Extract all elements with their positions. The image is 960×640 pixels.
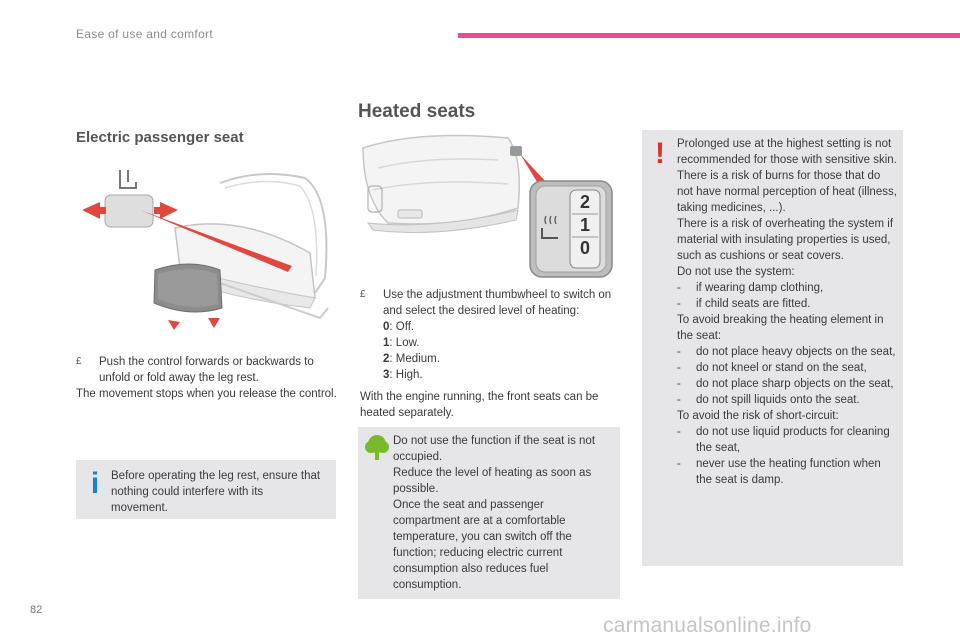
- info-icon: i: [90, 467, 100, 500]
- heating-level-2: 2: Medium.: [383, 353, 440, 365]
- warning-icon: !: [655, 137, 665, 170]
- eco-line: Do not use the function if the seat is not occupied.: [393, 435, 596, 463]
- warning-text: [677, 136, 899, 488]
- bullet-marker: £: [76, 356, 82, 367]
- tree-icon: [364, 433, 390, 461]
- heated-seats-heading: Heated seats: [358, 101, 476, 122]
- heated-seat-instructions: [360, 287, 622, 421]
- section-title: Ease of use and comfort: [76, 27, 213, 41]
- heated-seat-illustration: [358, 128, 618, 278]
- warning-list-item: - do not use liquid products for cleaning the seat,: [677, 426, 890, 454]
- warning-line: There is a risk of burns for those that do not have normal perception of heat (illness, taking medicines, ...).: [677, 170, 897, 214]
- warning-line: Do not use the system:: [677, 266, 795, 278]
- thumbwheel-digit-2: 2: [579, 192, 591, 212]
- movement-note: The movement stops when you release the control.: [76, 388, 337, 400]
- electric-seat-instructions: [76, 354, 338, 402]
- leg-rest-instruction: Push the control forwards or backwards to unfold or fold away the leg rest.: [99, 356, 314, 384]
- heating-level-1: 1: Low.: [383, 337, 420, 349]
- electric-seat-illustration: [70, 158, 340, 338]
- warning-line: There is a risk of overheating the system if material with insulating properties is used, such as cushions or seat covers.: [677, 218, 894, 262]
- thumbwheel-digit-0: 0: [579, 238, 591, 258]
- info-box: [76, 460, 336, 519]
- warning-line: To avoid the risk of short-circuit:: [677, 410, 839, 422]
- warning-line: To avoid breaking the heating element in the seat:: [677, 314, 884, 342]
- eco-line: Once the seat and passenger compartment are at a comfortable temperature, you can switch off the function; reducing electric current consumption also reduces fuel consumption.: [393, 499, 572, 591]
- info-text: Before operating the leg rest, ensure that nothing could interfere with its movement.: [111, 470, 321, 514]
- bullet-marker: £: [360, 289, 366, 300]
- heating-level-3: 3: High.: [383, 369, 423, 381]
- warning-list-item: - if wearing damp clothing,: [677, 282, 824, 294]
- leg-rest-bullet: [76, 354, 338, 386]
- separate-heating-note: With the engine running, the front seats can be heated separately.: [360, 391, 599, 419]
- eco-tip-text: [393, 433, 611, 593]
- warning-list-item: - do not place sharp objects on the seat,: [677, 378, 894, 390]
- page-number: 82: [30, 604, 43, 616]
- warning-list-item: - never use the heating function when the seat is damp.: [677, 458, 881, 486]
- warning-list-item: - do not place heavy objects on the seat,: [677, 346, 896, 358]
- watermark: carmanualsonline.info: [603, 614, 812, 637]
- warning-list-item: - if child seats are fitted.: [677, 298, 811, 310]
- thumbwheel-bullet: [360, 287, 622, 383]
- warning-list-item: - do not spill liquids onto the seat.: [677, 394, 860, 406]
- section-accent-bar: [458, 33, 960, 38]
- thumbwheel-instruction: Use the adjustment thumbwheel to switch on and select the desired level of heating:: [383, 289, 612, 317]
- thumbwheel-digit-1: 1: [579, 215, 591, 235]
- eco-tip-box: [358, 427, 620, 599]
- warning-list-item: - do not kneel or stand on the seat,: [677, 362, 867, 374]
- heating-level-0: 0: Off.: [383, 321, 415, 333]
- eco-line: Reduce the level of heating as soon as possible.: [393, 467, 592, 495]
- warning-line: Prolonged use at the highest setting is not recommended for those with sensitive skin.: [677, 138, 897, 166]
- warning-box: [642, 130, 903, 566]
- electric-seat-heading: Electric passenger seat: [76, 129, 244, 146]
